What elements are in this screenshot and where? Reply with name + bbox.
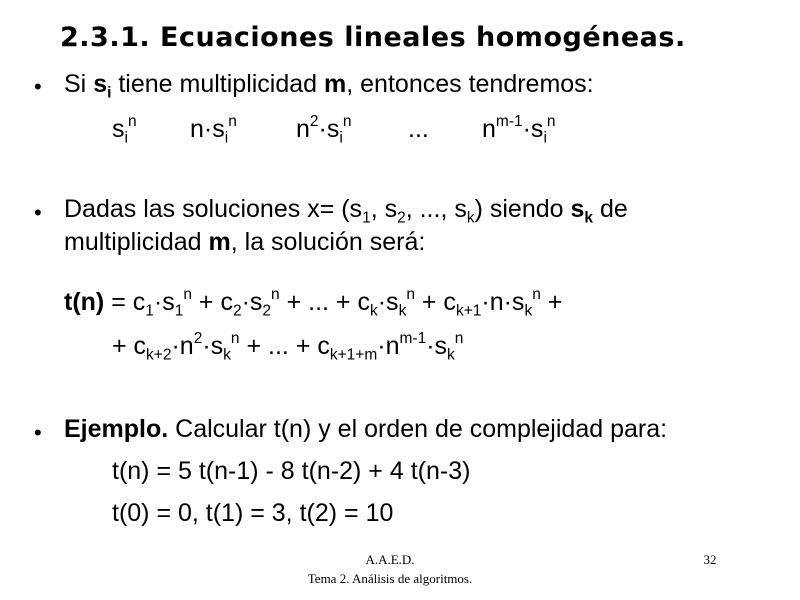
bullet-dot: • [34, 200, 42, 225]
recurrence-equation: t(n) = 5 t(n-1) - 8 t(n-2) + 4 t(n-3) [112, 457, 471, 485]
b1-post: , entonces tendremos: [346, 70, 594, 98]
slide-title: 2.3.1. Ecuaciones lineales homogéneas. [60, 22, 686, 53]
b1-pre: Si [64, 70, 94, 98]
seq-term-1: $s_i^n$ [112, 113, 137, 147]
formula-line-1: $t(n) = c_1\cdot s_1^n + c_2\cdot s_2^n$ + ... + $c_k\cdot s_k^n + c_{k+1}\cdot n\cdot s_k^n$ + [64, 286, 563, 320]
bullet-2-line-2: multiplicidad m, la solución será: [64, 228, 426, 256]
seq-dots: ... [408, 115, 429, 143]
bullet-2-line-1: Dadas las soluciones $x= (s_1$, $s_2$, ..., $s_k$) siendo $s_k$ de [64, 195, 628, 227]
b1-s: s [93, 70, 108, 98]
b1-mid: tiene multiplicidad [111, 70, 325, 98]
example-label: Ejemplo. [64, 415, 169, 443]
bullet-dot: • [34, 420, 42, 445]
seq-term-2: $n\cdot s_i^n$ [190, 113, 237, 147]
bullet-dot: • [34, 74, 42, 99]
example-text: Calcular t(n) y el orden de complejidad para: [168, 415, 668, 443]
seq-term-5: $n^{m-1}\cdot s_i^n$ [482, 113, 556, 147]
formula-line-2: + $c_{k+2}\cdot n^2\cdot s_k^n$ + ... + $c_{k+1+m}\cdot n^{m-1}\cdot s_k^n$ [112, 330, 464, 364]
page-number: 32 [703, 552, 717, 567]
b1-m: m [324, 70, 347, 98]
footer-course: A.A.E.D. [365, 552, 415, 567]
b1-i: i [107, 84, 112, 102]
seq-term-3: $n^2\cdot s_i^n$ [296, 113, 352, 147]
footer-topic: Tema 2. Análisis de algoritmos. [307, 571, 473, 586]
bullet-3 [64, 415, 667, 444]
bullet-1 [64, 70, 594, 102]
initial-conditions: t(0) = 0, t(1) = 3, t(2) = 10 [112, 499, 394, 527]
